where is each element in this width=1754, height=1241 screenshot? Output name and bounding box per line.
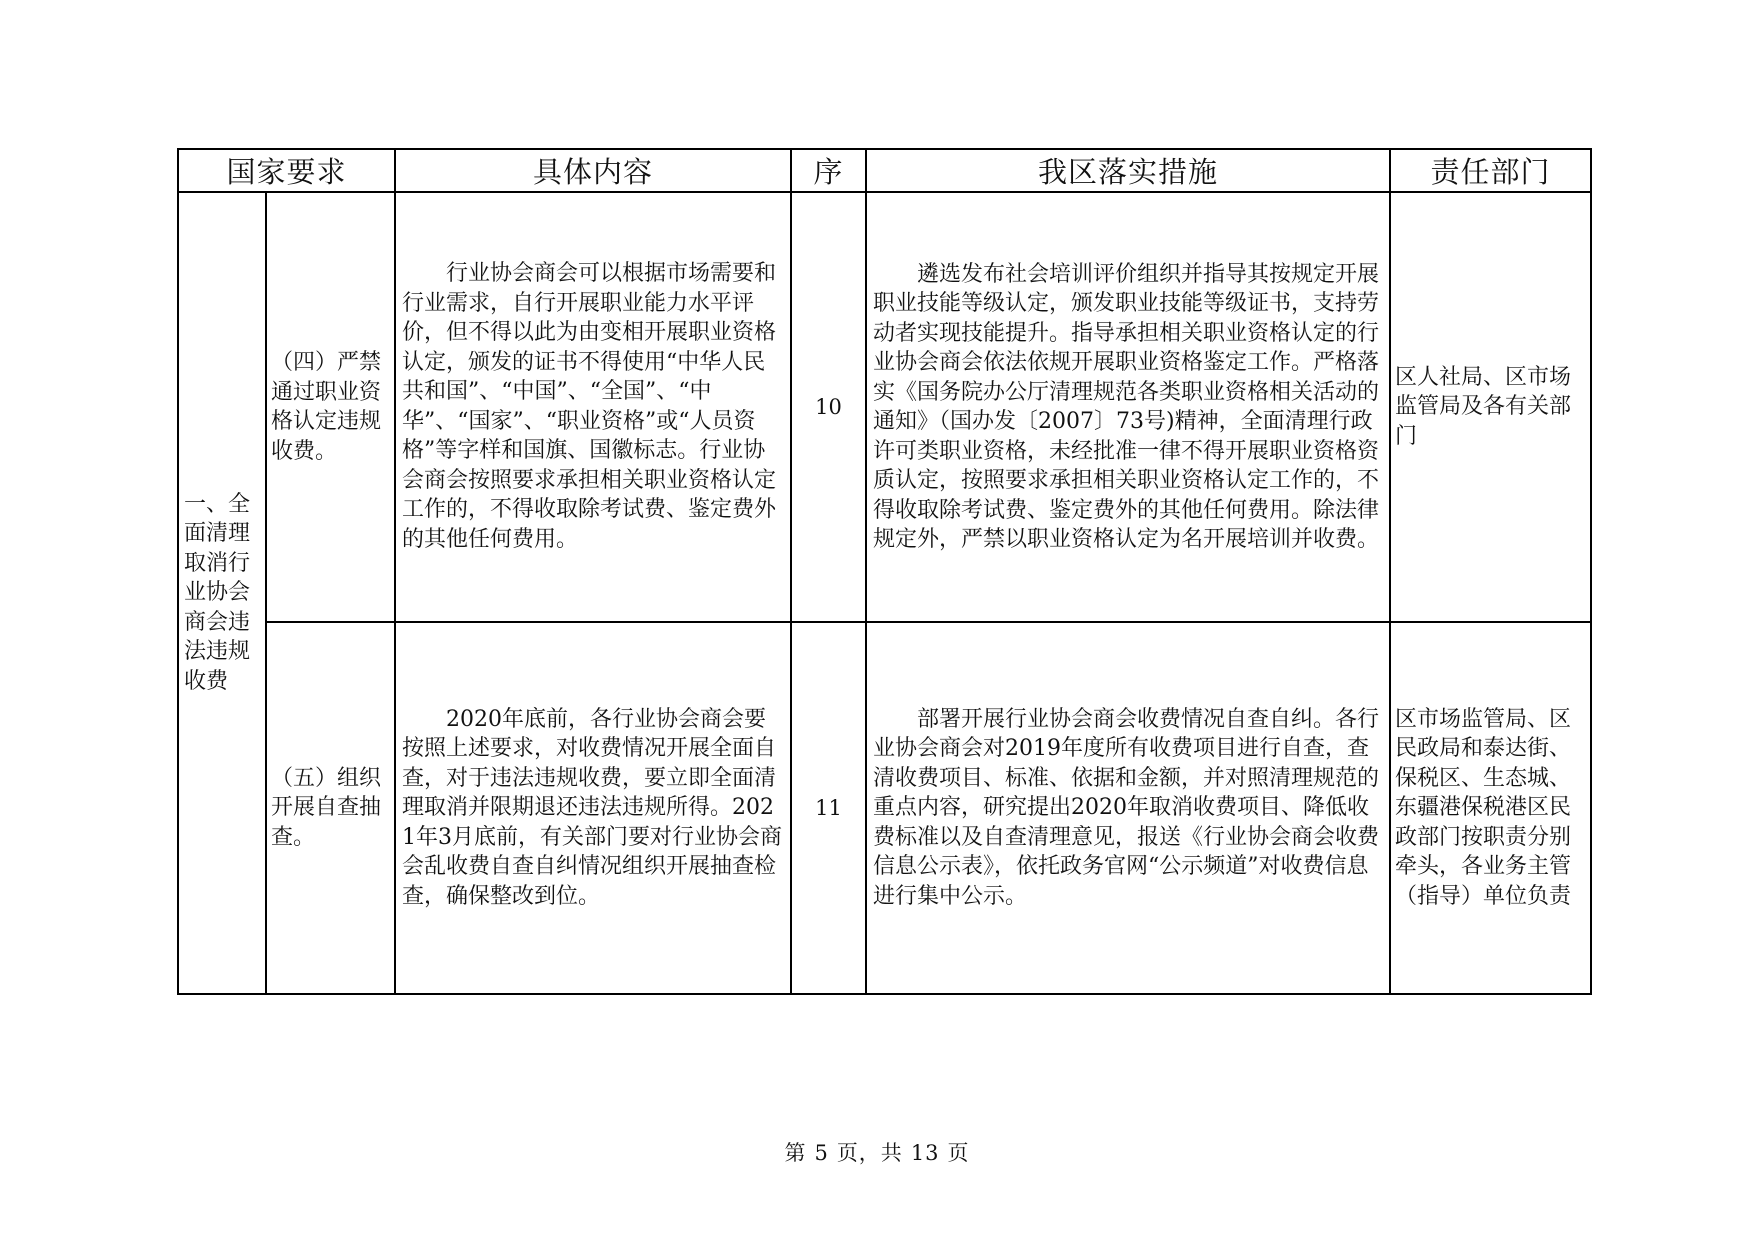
header-national-requirement: 国家要求: [178, 149, 395, 192]
table-row: [178, 192, 1591, 622]
dept-text: 区人社局、区市场监管局及各有关部门: [1395, 364, 1572, 449]
seq-number: 10: [815, 395, 842, 419]
footer-mid: 页，共: [836, 1141, 903, 1165]
table-header-row: [178, 149, 1591, 192]
header-specific-content: 具体内容: [395, 149, 791, 192]
page-footer: [0, 1137, 1754, 1167]
header-local-measures: 我区落实措施: [866, 149, 1390, 192]
item-text: （五）组织开展自查抽查。: [271, 765, 382, 850]
requirements-table: [177, 148, 1592, 995]
content-text: 2020年底前，各行业协会商会要按照上述要求，对收费情况开展全面自查，对于违法违规收费，要立即全面清理取消并限期退还违法违规所得。2021年3月底前，有关部门要对行业协会商会乱收费自查自纠情况组织开展抽查检查，确保整改到位。: [402, 706, 783, 909]
content-cell: [395, 622, 791, 994]
category-cell: [178, 192, 266, 994]
dept-text: 区市场监管局、区民政局和泰达街、保税区、生态城、东疆港保税港区民政部门按职责分别牵头，各业务主管（指导）单位负责: [1395, 706, 1572, 909]
content-text: 行业协会商会可以根据市场需要和行业需求，自行开展职业能力水平评价，但不得以此为由变相开展职业资格认定，颁发的证书不得使用“中华人民共和国”、“中国”、“全国”、“中华”、“国家”、“职业资格”或“人员资格”等字样和国旗、国徽标志。行业协会商会按照要求承担相关职业资格认定工作的，不得收取除考试费、鉴定费外的其他任何费用。: [402, 261, 777, 552]
page-total: 13: [910, 1141, 940, 1165]
table-row: [178, 622, 1591, 994]
measures-text: 部署开展行业协会商会收费情况自查自纠。各行业协会商会对2019年度所有收费项目进行自查，查清收费项目、标准、依据和金额，并对照清理规范的重点内容，研究提出2020年取消收费项目、降低收费标准以及自查清理意见，报送《行业协会商会收费信息公示表》，依托政务官网“公示频道”对收费信息进行集中公示。: [873, 706, 1380, 909]
dept-cell: [1390, 192, 1591, 622]
measures-cell: [866, 192, 1390, 622]
category-text: 一、全面清理取消行业协会商会违法违规收费: [184, 491, 251, 694]
page-number: 5: [814, 1141, 829, 1165]
seq-cell: [791, 622, 866, 994]
header-seq: 序: [791, 149, 866, 192]
measures-text: 遴选发布社会培训评价组织并指导其按规定开展职业技能等级认定，颁发职业技能等级证书，支持劳动者实现技能提升。指导承担相关职业资格认定的行业协会商会依法依规开展职业资格鉴定工作。严格落实《国务院办公厅清理规范各类职业资格相关活动的通知》（国办发〔2007〕73号)精神，全面清理行政许可类职业资格，未经批准一律不得开展职业资格资质认定，按照要求承担相关职业资格认定工作的，不得收取除考试费、鉴定费外的其他任何费用。除法律规定外，严禁以职业资格认定为名开展培训并收费。: [873, 261, 1380, 552]
dept-cell: [1390, 622, 1591, 994]
header-responsible-dept: 责任部门: [1390, 149, 1591, 192]
item-cell: [266, 192, 395, 622]
footer-suffix: 页: [947, 1141, 970, 1165]
footer-prefix: 第: [784, 1141, 807, 1165]
seq-cell: [791, 192, 866, 622]
content-cell: [395, 192, 791, 622]
seq-number: 11: [815, 796, 842, 820]
item-cell: [266, 622, 395, 994]
item-text: （四）严禁通过职业资格认定违规收费。: [271, 350, 382, 464]
measures-cell: [866, 622, 1390, 994]
